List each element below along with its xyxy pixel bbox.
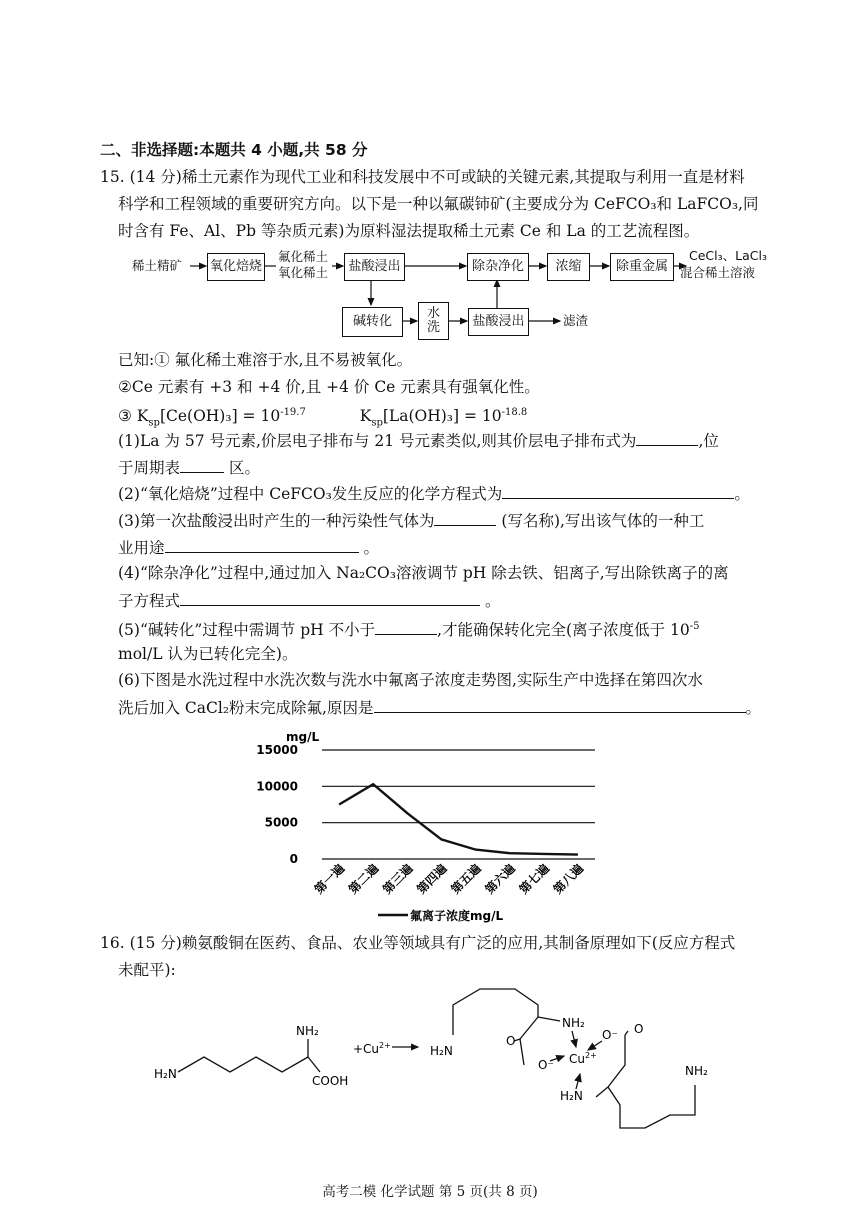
question-5-line2: mol/L 认为已转化完全)。 [118,645,298,663]
page-footer: 高考二模 化学试题 第 5 页(共 8 页) [322,1184,538,1200]
question-3-line2 [118,537,379,558]
ksp-ce-exponent: -19.7 [280,407,306,418]
lysine-cooh-label: COOH [312,1074,349,1088]
ksp-symbol-2: K [359,407,372,426]
x-tick-label: 第五遍 [448,861,484,897]
flow-step-concentrate: 浓缩 [547,253,590,281]
question-1-line2 [118,457,260,478]
ksp-la-exponent: -18.8 [501,407,528,418]
q5-exponent: -5 [689,621,700,632]
flow-step-leach2: 盐酸浸出 [468,308,529,336]
q1-answer-blank-1[interactable] [636,430,698,446]
x-tick-label: 第七遍 [516,861,552,897]
x-tick-label: 第六遍 [482,861,518,897]
q16-intro-line1: 16. (15 分)赖氨酸铜在医药、食品、农业等领域具有广泛的应用,其制备原理如下(反应方程式 [100,934,736,952]
q2-answer-blank[interactable] [502,483,734,499]
y-tick-label: 0 [289,852,298,866]
ksp-la-expr: [La(OH)₃] = 10 [382,407,502,426]
ksp-symbol-1: ③ K [118,407,149,426]
q6-answer-blank[interactable] [374,697,746,713]
flow-product-2: 混合稀土溶液 [680,265,756,280]
fluoride-concentration-chart [250,725,630,930]
flow-intermediate-2: 氧化稀土 [278,265,329,280]
question-3-line1 [118,510,704,531]
x-tick-label: 第三遍 [380,861,416,897]
lysine-nh2-label: NH₂ [296,1024,319,1038]
q15-intro-line1: 15. (14 分)稀土元素作为现代工业和科技发展中不可或缺的关键元素,其提取与利用一直是材料 [100,168,745,186]
flow-wash-char2: 洗 [426,320,440,335]
q3-text-d: 。 [363,539,379,557]
ksp-sub-1: sp [148,417,160,429]
q2-text-b: 。 [734,485,750,503]
y-tick-label: 5000 [264,815,298,830]
x-tick-label: 第一遍 [311,861,348,897]
section-heading: 二、非选择题:本题共 4 小题,共 58 分 [100,141,368,159]
flow-step-leach1: 盐酸浸出 [344,253,405,281]
question-4-line1: (4)“除杂净化”过程中,通过加入 Na₂CO₃溶液调节 pH 除去铁、铝离子,写出除铁离子的离 [118,564,729,582]
lysine-h2n-label: H₂N [154,1067,177,1081]
product-nh2-bottom: NH₂ [685,1064,708,1078]
x-tick-label: 第八遍 [550,861,587,897]
q6-text-b: 洗后加入 CaCl₂粉末完成除氟,原因是 [118,699,374,717]
ksp-ce-expr: [Ce(OH)₃] = 10 [159,407,281,426]
q4-text-b: 子方程式 [118,592,181,610]
flow-step-wash [418,302,449,340]
known-2: ②Ce 元素有 +3 和 +4 价,且 +4 价 Ce 元素具有强氧化性。 [118,378,540,396]
q1-text-d: 区。 [228,459,260,477]
product-o-left: O [506,1034,516,1048]
question-2 [118,483,750,504]
q4-text-c: 。 [484,592,501,610]
q16-intro-line2: 未配平): [118,961,176,979]
product-o-minus-left: O⁻ [538,1058,554,1072]
x-tick-label: 第四遍 [414,861,450,897]
q3-answer-blank-1[interactable] [434,510,496,526]
flow-step-heavy-metal: 除重金属 [610,253,674,281]
q2-text-a: (2)“氧化焙烧”过程中 CeFCO₃发生反应的化学方程式为 [118,485,503,503]
flow-step-purify: 除杂净化 [467,253,529,281]
ksp-sub-2: sp [371,417,383,429]
q15-intro-line3: 时含有 Fe、Al、Pb 等杂质元素)为原料湿法提取稀土元素 Ce 和 La 的工艺流程图。 [118,222,700,240]
flow-step-roast: 氧化焙烧 [207,253,265,281]
known-3 [118,403,527,433]
x-tick-label: 第二遍 [345,861,382,897]
question-4-line2 [118,590,500,611]
flow-residue: 滤渣 [563,313,589,328]
q3-text-b: (写名称),写出该气体的一种工 [501,512,705,530]
lysine-structure [178,1039,320,1072]
q1-text-a: (1)La 为 57 号元素,价层电子排布与 21 号元素类似,则其价层电子排布式为 [118,432,637,450]
product-nh2-top: NH₂ [562,1016,585,1030]
y-tick-label: 10000 [256,779,298,794]
product-h2n-top: H₂N [430,1044,453,1058]
question-5-line1 [118,617,700,640]
flow-start-label: 稀土精矿 [132,258,183,273]
q6-text-c: 。 [745,699,762,717]
lysine-copper-reaction-diagram [140,975,760,1150]
question-6-line2 [118,697,761,718]
series-line-fluoride [339,784,578,854]
chart-y-axis-label: mg/L [286,730,320,744]
q3-text-a: (3)第一次盐酸浸出时产生的一种污染性气体为 [118,512,435,530]
q1-text-b: ,位 [698,432,719,450]
cu-reagent-label: $+Cu^{2+}$ [353,1041,391,1056]
q15-intro-line2: 科学和工程领域的重要研究方向。以下是一种以氟碳铈矿(主要成分为 CeFCO₃和 LaFCO₃,同 [118,195,759,213]
q5-text-a: (5)“碱转化”过程中需调节 pH 不小于 [118,621,376,640]
q3-answer-blank-2[interactable] [165,537,359,553]
q5-text-b: ,才能确保转化完全(离子浓度低于 10 [437,621,690,640]
legend-entry-fluoride: 氟离子浓度mg/L [410,909,504,923]
flow-intermediate-1: 氟化稀土 [278,249,329,264]
y-tick-label: 15000 [256,743,298,757]
known-1: 已知:① 氟化稀土难溶于水,且不易被氧化。 [118,351,413,369]
question-1-line1 [118,430,719,451]
product-o-minus-right: O⁻ [602,1028,618,1042]
product-h2n-bottom: H₂N [560,1089,583,1103]
q1-answer-blank-2[interactable] [180,457,224,473]
flow-product-1: CeCl₃、LaCl₃ [689,248,767,263]
flow-wash-char1: 水 [426,306,440,321]
q4-answer-blank[interactable] [180,590,480,606]
product-o-right: O [634,1022,644,1036]
q1-text-c: 于周期表 [118,459,181,477]
q3-text-c: 业用途 [118,539,165,557]
product-cu-center: $Cu^{2+}$ [569,1051,597,1066]
q5-answer-blank[interactable] [375,619,437,635]
question-6-line1: (6)下图是水洗过程中水洗次数与洗水中氟离子浓度走势图,实际生产中选择在第四次水 [118,671,703,689]
flow-step-alkali: 碱转化 [342,307,403,337]
